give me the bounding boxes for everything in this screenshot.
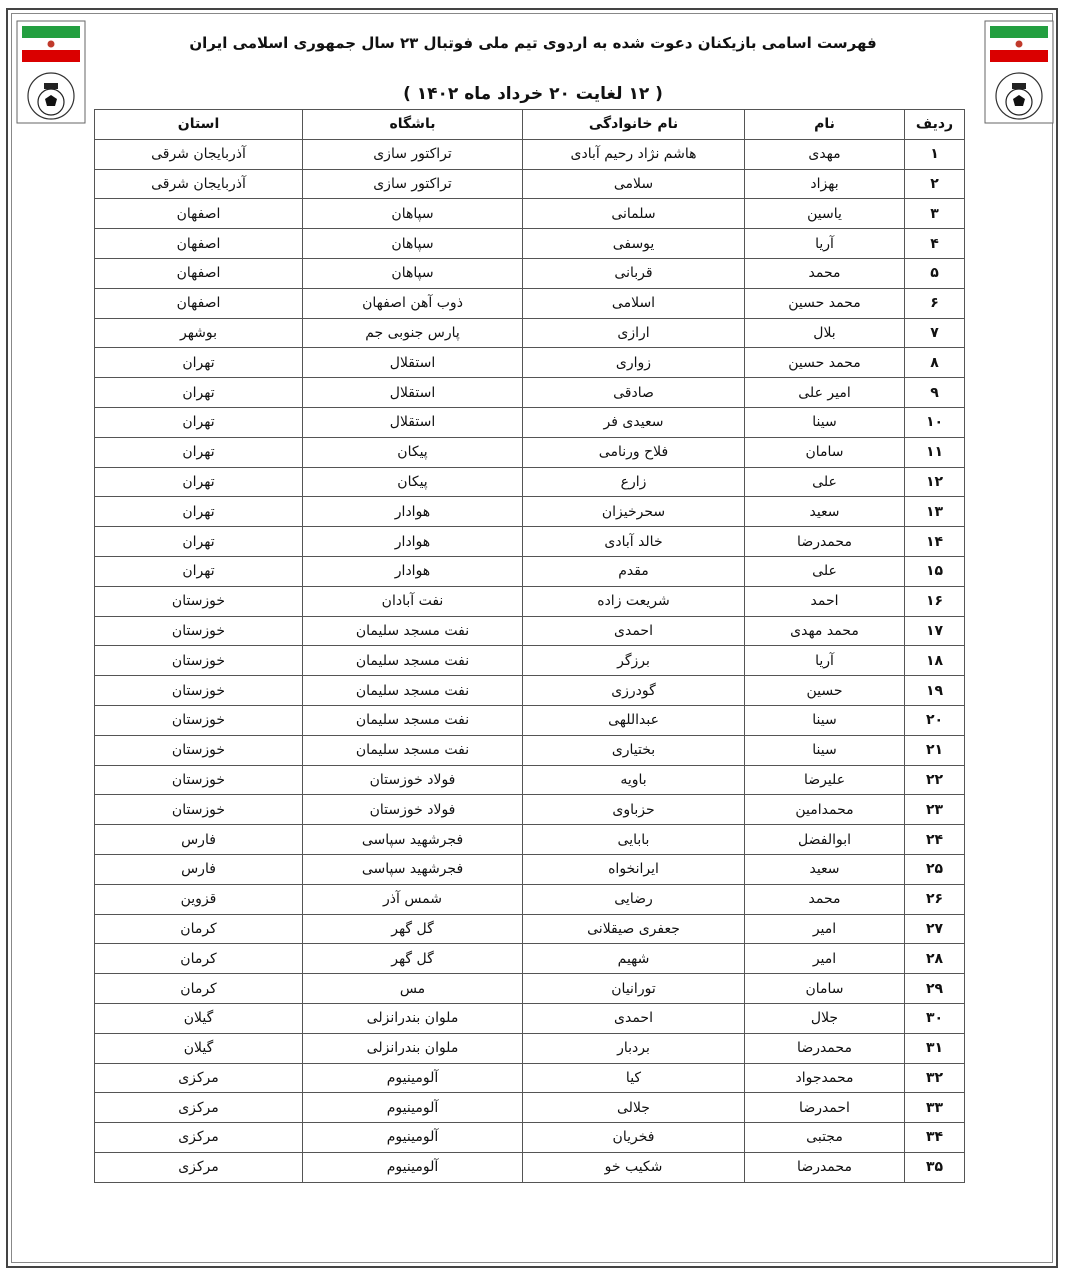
cell-province: خوزستان: [95, 676, 303, 706]
cell-province: اصفهان: [95, 199, 303, 229]
cell-province: تهران: [95, 467, 303, 497]
cell-last-name: سحرخیزان: [523, 497, 745, 527]
table-row: [95, 914, 965, 944]
cell-club: پیکان: [303, 467, 523, 497]
federation-logo-left: [16, 20, 86, 124]
cell-last-name: ایرانخواه: [523, 854, 745, 884]
cell-last-name: جعفری صیقلانی: [523, 914, 745, 944]
table-row: [95, 199, 965, 229]
cell-club: گل گهر: [303, 944, 523, 974]
header-first-name: نام: [745, 110, 905, 140]
cell-index: ۲۱: [905, 735, 965, 765]
cell-province: خوزستان: [95, 705, 303, 735]
cell-index: ۳۱: [905, 1033, 965, 1063]
cell-club: سپاهان: [303, 258, 523, 288]
table-row: [95, 944, 965, 974]
table-row: [95, 258, 965, 288]
cell-province: کرمان: [95, 974, 303, 1004]
cell-first-name: محمدامین: [745, 795, 905, 825]
cell-club: آلومینیوم: [303, 1093, 523, 1123]
table-row: [95, 1123, 965, 1153]
cell-first-name: سعید: [745, 497, 905, 527]
cell-index: ۴: [905, 229, 965, 259]
table-row: [95, 437, 965, 467]
flag-emblem: [1016, 41, 1023, 48]
cell-province: مرکزی: [95, 1063, 303, 1093]
table-row: [95, 556, 965, 586]
cell-club: آلومینیوم: [303, 1152, 523, 1182]
table-row: [95, 527, 965, 557]
cell-index: ۸: [905, 348, 965, 378]
cell-first-name: یاسین: [745, 199, 905, 229]
cell-club: گل گهر: [303, 914, 523, 944]
cell-index: ۲۶: [905, 884, 965, 914]
cell-province: کرمان: [95, 914, 303, 944]
table-row: [95, 169, 965, 199]
table-row: [95, 884, 965, 914]
cell-province: بوشهر: [95, 318, 303, 348]
cell-index: ۲۴: [905, 825, 965, 855]
cell-last-name: شهیم: [523, 944, 745, 974]
flag-green-stripe: [22, 26, 80, 38]
cell-first-name: مجتبی: [745, 1123, 905, 1153]
cell-club: فولاد خوزستان: [303, 795, 523, 825]
cell-last-name: خالد آبادی: [523, 527, 745, 557]
cell-province: آذربایجان شرقی: [95, 139, 303, 169]
header-club: باشگاه: [303, 110, 523, 140]
table-row: [95, 378, 965, 408]
cell-province: کرمان: [95, 944, 303, 974]
cell-index: ۱۶: [905, 586, 965, 616]
cell-province: اصفهان: [95, 288, 303, 318]
table-row: [95, 616, 965, 646]
cell-last-name: احمدی: [523, 616, 745, 646]
flag-red-stripe: [22, 50, 80, 62]
cell-last-name: بردبار: [523, 1033, 745, 1063]
cell-first-name: سینا: [745, 705, 905, 735]
cell-index: ۱: [905, 139, 965, 169]
cell-first-name: محمد مهدی: [745, 616, 905, 646]
cell-last-name: شریعت زاده: [523, 586, 745, 616]
cell-club: مس: [303, 974, 523, 1004]
cell-index: ۳۴: [905, 1123, 965, 1153]
cell-club: نفت آبادان: [303, 586, 523, 616]
cell-province: آذربایجان شرقی: [95, 169, 303, 199]
table-row: [95, 318, 965, 348]
cell-province: گیلان: [95, 1003, 303, 1033]
cell-first-name: سامان: [745, 974, 905, 1004]
cell-index: ۷: [905, 318, 965, 348]
document-date-range: ( ۱۲ لغایت ۲۰ خرداد ماه ۱۴۰۲ ): [403, 84, 663, 104]
cell-club: پارس جنوبی جم: [303, 318, 523, 348]
cell-last-name: اسلامی: [523, 288, 745, 318]
cell-province: تهران: [95, 348, 303, 378]
cell-province: تهران: [95, 497, 303, 527]
cell-index: ۳۳: [905, 1093, 965, 1123]
cell-first-name: احمدرضا: [745, 1093, 905, 1123]
cell-last-name: زواری: [523, 348, 745, 378]
cell-first-name: امیر: [745, 944, 905, 974]
document-title: فهرست اسامی بازیکنان دعوت شده به اردوی تیم ملی فوتبال ۲۳ سال جمهوری اسلامی ایران: [189, 34, 877, 52]
cell-first-name: آریا: [745, 646, 905, 676]
cell-index: ۱۹: [905, 676, 965, 706]
cell-first-name: امیر: [745, 914, 905, 944]
cell-index: ۳۰: [905, 1003, 965, 1033]
cell-first-name: سعید: [745, 854, 905, 884]
cell-index: ۲۵: [905, 854, 965, 884]
table-row: [95, 586, 965, 616]
cell-club: ملوان بندرانزلی: [303, 1003, 523, 1033]
table-row: [95, 735, 965, 765]
table-row: [95, 1003, 965, 1033]
cell-first-name: محمدرضا: [745, 527, 905, 557]
table-row: [95, 467, 965, 497]
cell-last-name: شکیب خو: [523, 1152, 745, 1182]
cell-last-name: کیا: [523, 1063, 745, 1093]
table-row: [95, 795, 965, 825]
cell-club: ذوب آهن اصفهان: [303, 288, 523, 318]
cell-index: ۱۰: [905, 407, 965, 437]
table-row: [95, 229, 965, 259]
cell-index: ۱۳: [905, 497, 965, 527]
table-row: [95, 1063, 965, 1093]
cell-club: ملوان بندرانزلی: [303, 1033, 523, 1063]
flag-emblem: [48, 41, 55, 48]
cell-last-name: زارع: [523, 467, 745, 497]
cell-province: فارس: [95, 825, 303, 855]
cell-first-name: محمد حسین: [745, 288, 905, 318]
table-row: [95, 288, 965, 318]
cell-index: ۲: [905, 169, 965, 199]
cell-last-name: برزگر: [523, 646, 745, 676]
cell-province: مرکزی: [95, 1152, 303, 1182]
cell-first-name: محمد: [745, 884, 905, 914]
cell-last-name: تورانیان: [523, 974, 745, 1004]
cell-first-name: بهزاد: [745, 169, 905, 199]
table-row: [95, 1152, 965, 1182]
table-row: [95, 854, 965, 884]
cell-last-name: فخریان: [523, 1123, 745, 1153]
cell-last-name: رضایی: [523, 884, 745, 914]
cell-last-name: سلمانی: [523, 199, 745, 229]
flag-red-stripe: [990, 50, 1048, 62]
cell-club: سپاهان: [303, 229, 523, 259]
cell-last-name: سعیدی فر: [523, 407, 745, 437]
cell-last-name: حزباوی: [523, 795, 745, 825]
cell-province: اصفهان: [95, 258, 303, 288]
cell-club: آلومینیوم: [303, 1063, 523, 1093]
table-row: [95, 825, 965, 855]
cell-club: فولاد خوزستان: [303, 765, 523, 795]
cell-province: تهران: [95, 378, 303, 408]
cell-index: ۲۸: [905, 944, 965, 974]
cell-province: اصفهان: [95, 229, 303, 259]
cell-index: ۲۹: [905, 974, 965, 1004]
cell-index: ۱۱: [905, 437, 965, 467]
cell-last-name: مقدم: [523, 556, 745, 586]
cell-club: نفت مسجد سلیمان: [303, 705, 523, 735]
cell-last-name: ارازی: [523, 318, 745, 348]
table-row: [95, 407, 965, 437]
cell-club: شمس آذر: [303, 884, 523, 914]
cell-province: گیلان: [95, 1033, 303, 1063]
cell-province: تهران: [95, 407, 303, 437]
table-row: [95, 348, 965, 378]
cell-province: خوزستان: [95, 735, 303, 765]
cell-first-name: امیر علی: [745, 378, 905, 408]
table-row: [95, 974, 965, 1004]
federation-logo-right: [984, 20, 1054, 124]
cell-club: نفت مسجد سلیمان: [303, 646, 523, 676]
flag-green-stripe: [990, 26, 1048, 38]
cell-first-name: محمد: [745, 258, 905, 288]
cell-first-name: علیرضا: [745, 765, 905, 795]
cell-index: ۲۷: [905, 914, 965, 944]
table-row: [95, 139, 965, 169]
cell-index: ۳: [905, 199, 965, 229]
table-header-row: [95, 110, 965, 140]
cell-last-name: باویه: [523, 765, 745, 795]
cell-province: خوزستان: [95, 616, 303, 646]
cell-province: خوزستان: [95, 765, 303, 795]
cell-first-name: ابوالفضل: [745, 825, 905, 855]
table-row: [95, 705, 965, 735]
cell-first-name: آریا: [745, 229, 905, 259]
cell-club: استقلال: [303, 348, 523, 378]
cell-first-name: حسین: [745, 676, 905, 706]
cell-last-name: گودرزی: [523, 676, 745, 706]
cell-club: هوادار: [303, 556, 523, 586]
cell-first-name: سامان: [745, 437, 905, 467]
cell-last-name: قربانی: [523, 258, 745, 288]
header-province: استان: [95, 110, 303, 140]
cell-club: هوادار: [303, 497, 523, 527]
cell-first-name: بلال: [745, 318, 905, 348]
cell-first-name: محمدجواد: [745, 1063, 905, 1093]
cell-province: تهران: [95, 437, 303, 467]
cell-first-name: محمد حسین: [745, 348, 905, 378]
cell-first-name: محمدرضا: [745, 1152, 905, 1182]
cell-last-name: بختیاری: [523, 735, 745, 765]
cell-index: ۹: [905, 378, 965, 408]
cell-club: استقلال: [303, 407, 523, 437]
cell-first-name: احمد: [745, 586, 905, 616]
cell-first-name: سینا: [745, 735, 905, 765]
players-table: [94, 109, 965, 1183]
cell-club: نفت مسجد سلیمان: [303, 735, 523, 765]
cell-club: سپاهان: [303, 199, 523, 229]
table-row: [95, 765, 965, 795]
cell-club: تراکتور سازی: [303, 169, 523, 199]
cell-club: فجرشهید سپاسی: [303, 825, 523, 855]
header-index: ردیف: [905, 110, 965, 140]
cell-last-name: عبداللهی: [523, 705, 745, 735]
table-row: [95, 676, 965, 706]
cell-province: قزوین: [95, 884, 303, 914]
cell-last-name: هاشم نژاد رحیم آبادی: [523, 139, 745, 169]
cell-club: تراکتور سازی: [303, 139, 523, 169]
cell-first-name: سینا: [745, 407, 905, 437]
cell-index: ۱۷: [905, 616, 965, 646]
cell-last-name: جلالی: [523, 1093, 745, 1123]
table-row: [95, 1033, 965, 1063]
cell-last-name: بابایی: [523, 825, 745, 855]
cell-last-name: یوسفی: [523, 229, 745, 259]
cell-index: ۱۴: [905, 527, 965, 557]
cell-last-name: احمدی: [523, 1003, 745, 1033]
cell-index: ۱۸: [905, 646, 965, 676]
cell-index: ۵: [905, 258, 965, 288]
cell-last-name: فلاح ورنامی: [523, 437, 745, 467]
table-row: [95, 646, 965, 676]
table-body: [95, 139, 965, 1182]
cell-club: پیکان: [303, 437, 523, 467]
cell-index: ۲۲: [905, 765, 965, 795]
cell-last-name: سلامی: [523, 169, 745, 199]
cell-last-name: صادقی: [523, 378, 745, 408]
cell-province: فارس: [95, 854, 303, 884]
cell-club: نفت مسجد سلیمان: [303, 676, 523, 706]
cell-index: ۳۵: [905, 1152, 965, 1182]
cell-province: مرکزی: [95, 1093, 303, 1123]
cell-index: ۱۲: [905, 467, 965, 497]
cell-club: آلومینیوم: [303, 1123, 523, 1153]
cell-first-name: مهدی: [745, 139, 905, 169]
cell-first-name: محمدرضا: [745, 1033, 905, 1063]
cell-club: هوادار: [303, 527, 523, 557]
table-row: [95, 1093, 965, 1123]
cell-club: نفت مسجد سلیمان: [303, 616, 523, 646]
table-row: [95, 497, 965, 527]
cell-province: تهران: [95, 556, 303, 586]
header-last-name: نام خانوادگی: [523, 110, 745, 140]
cell-first-name: علی: [745, 556, 905, 586]
cell-index: ۲۰: [905, 705, 965, 735]
cell-index: ۶: [905, 288, 965, 318]
cell-province: تهران: [95, 527, 303, 557]
cell-first-name: علی: [745, 467, 905, 497]
cell-first-name: جلال: [745, 1003, 905, 1033]
cell-club: استقلال: [303, 378, 523, 408]
cell-index: ۲۳: [905, 795, 965, 825]
cell-province: خوزستان: [95, 586, 303, 616]
cell-club: فجرشهید سپاسی: [303, 854, 523, 884]
cell-province: خوزستان: [95, 646, 303, 676]
cell-province: مرکزی: [95, 1123, 303, 1153]
cell-province: خوزستان: [95, 795, 303, 825]
cell-index: ۳۲: [905, 1063, 965, 1093]
cell-index: ۱۵: [905, 556, 965, 586]
